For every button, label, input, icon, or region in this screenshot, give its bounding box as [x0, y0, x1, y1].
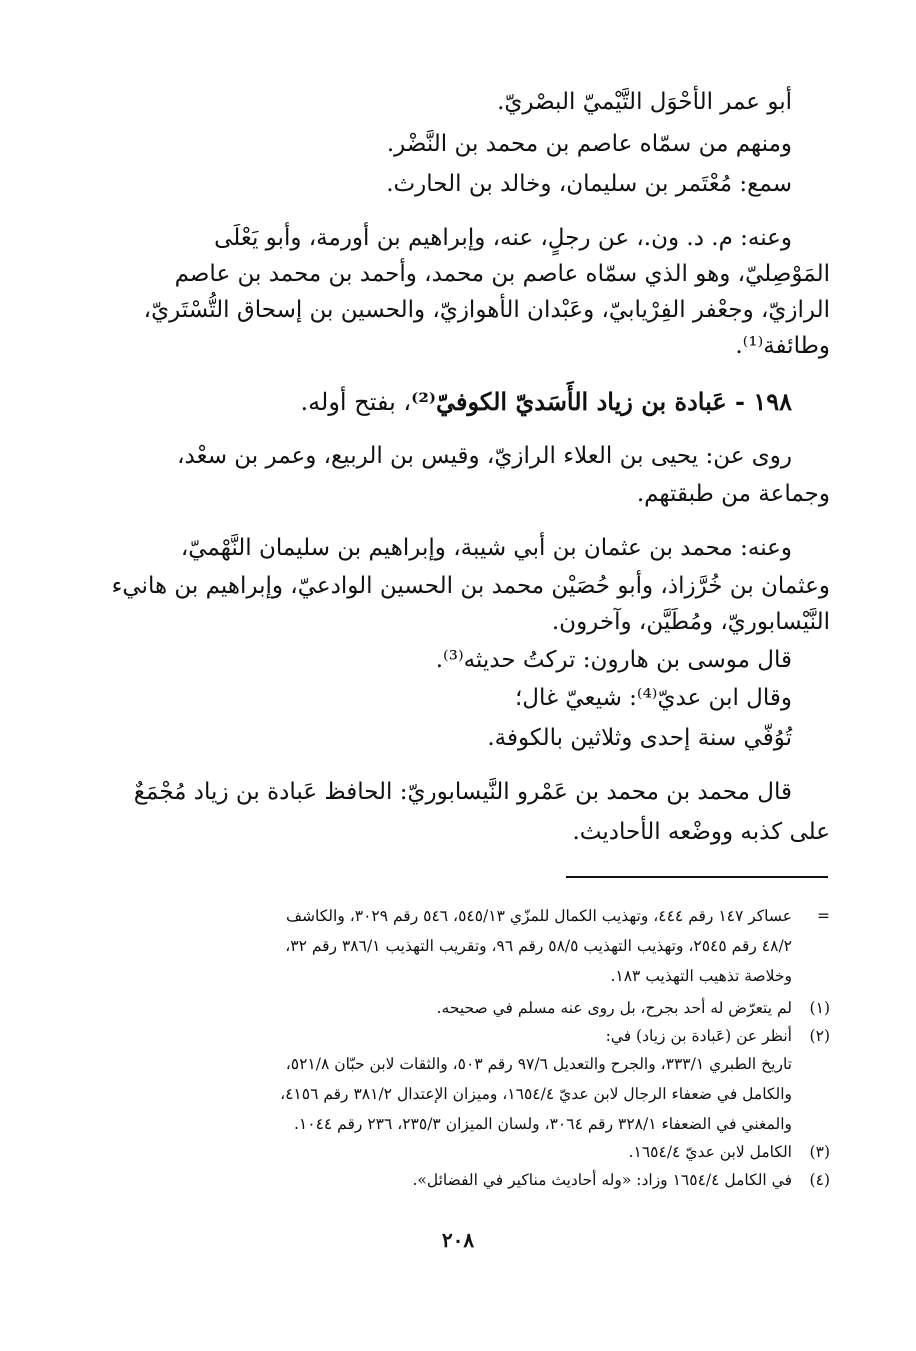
- page-number: ٢٠٨: [441, 1228, 475, 1252]
- body-line: أبو عمر الأحْوَل التَّيْميّ البصْريّ.: [497, 89, 792, 115]
- entry-heading-name: ١٩٨ - عَبادة بن زياد الأَسَديّ الكوفيّ⁽²⁾: [411, 387, 792, 416]
- footnote-line: في الكامل ١٦٥٤/٤ وزاد: «وله أحاديث مناكير في الفضائل».: [412, 1171, 792, 1189]
- body-line: قال موسى بن هارون: تركتُ حديثه⁽³⁾.: [435, 647, 792, 673]
- body-line: وعنه: محمد بن عثمان بن أبي شيبة، وإبراهيم بن سليمان النَّهْميّ،: [180, 535, 792, 561]
- body-line: وعثمان بن خُرَّزاذ، وأبو حُصَيْن محمد بن الحسين الوادعيّ، وإبراهيم بن هانيء: [111, 573, 830, 599]
- footnote-line: والمغني في الضعفاء ٣٢٨/١ رقم ٣٠٦٤، ولسان الميزان ٢٣٥/٣، ٢٣٦ رقم ١٠٤٤.: [293, 1115, 792, 1133]
- footnote-line: لم يتعرّض له أحد بجرح، بل روى عنه مسلم في صحيحه.: [436, 999, 792, 1017]
- footnote-line: أنظر عن (عَبادة بن زياد) في:: [605, 1027, 792, 1045]
- body-line: روى عن: يحيى بن العلاء الرازيّ، وقيس بن الربيع، وعمر بن سعْد،: [177, 443, 792, 469]
- footnote-line: الكامل لابن عديّ ١٦٥٤/٤.: [628, 1143, 792, 1161]
- body-line: على كذبه ووضْعه الأحاديث.: [572, 819, 830, 845]
- footnote-continuation-marker: =: [817, 907, 830, 925]
- footnote-line: وخلاصة تذهيب التهذيب ١٨٣.: [610, 967, 792, 985]
- body-line: النَّيْسابوريّ، ومُطَيَّن، وآخرون.: [551, 609, 830, 635]
- footnote-separator: [566, 876, 828, 878]
- entry-heading-note: ، بفتح أوله.: [300, 388, 412, 416]
- body-line: الرازيّ، وجعْفر الفِرْيابيّ، وعَبْدان الأهوازيّ، والحسين بن إسحاق التُّسْتَريّ،: [143, 297, 830, 323]
- body-line: وطائفة⁽¹⁾.: [735, 333, 830, 359]
- footnote-marker: (٣): [809, 1143, 830, 1161]
- body-line: وعنه: م. د. ون.، عن رجلٍ، عنه، وإبراهيم بن أورمة، وأبو يَعْلَى: [214, 225, 792, 251]
- footnote-line: والكامل في ضعفاء الرجال لابن عديّ ١٦٥٤/٤، وميزان الإعتدال ٣٨١/٢ رقم ٤١٥٦،: [280, 1085, 792, 1103]
- body-line: سمع: مُعْتَمر بن سليمان، وخالد بن الحارث.: [386, 171, 792, 197]
- body-line: وجماعة من طبقتهم.: [636, 481, 830, 507]
- footnote-marker: (٤): [809, 1171, 830, 1189]
- footnote-marker: (١): [809, 999, 830, 1017]
- entry-heading: [301, 386, 792, 418]
- body-line: تُوُفّي سنة إحدى وثلاثين بالكوفة.: [487, 725, 792, 751]
- footnote-line: تاريخ الطبري ٣٣٣/١، والجرح والتعديل ٩٧/٦ رقم ٥٠٣، والثقات لابن حبّان ٥٢١/٨،: [285, 1055, 792, 1073]
- body-line: ومنهم من سمّاه عاصم بن محمد بن النَّضْر.: [386, 131, 792, 157]
- footnote-marker: (٢): [809, 1027, 830, 1045]
- body-line: وقال ابن عديّ⁽⁴⁾: شيعيّ غال؛: [515, 685, 792, 711]
- body-line: المَوْصِليّ، وهو الذي سمّاه عاصم بن محمد، وأحمد بن محمد بن عاصم: [174, 261, 830, 287]
- body-line: قال محمد بن محمد بن عَمْرو النَّيسابوريّ: الحافظ عَبادة بن زياد مُجْمَعٌ: [133, 779, 792, 805]
- footnote-line: ٤٨/٢ رقم ٢٥٤٥، وتهذيب التهذيب ٥٨/٥ رقم ٩٦، وتقريب التهذيب ٣٨٦/١ رقم ٣٢،: [285, 937, 792, 955]
- footnote-line: عساكر ١٤٧ رقم ٤٤٤، وتهذيب الكمال للمزّي ٥٤٥/١٣، ٥٤٦ رقم ٣٠٢٩، والكاشف: [285, 907, 792, 925]
